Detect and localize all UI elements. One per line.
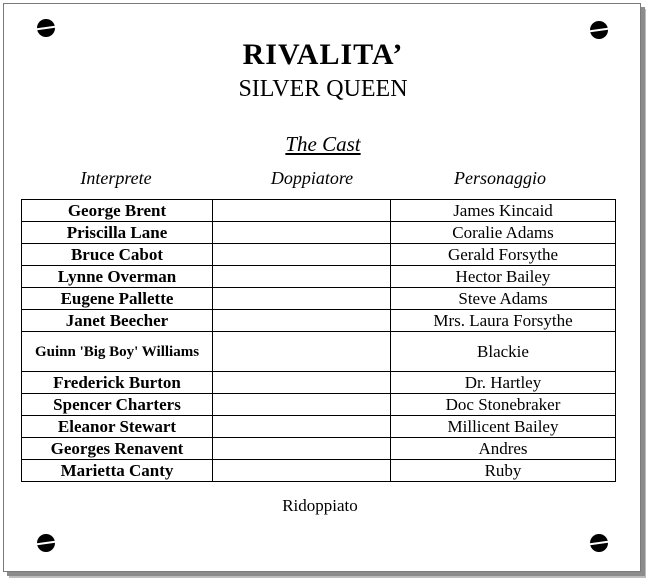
dubber-cell	[213, 200, 391, 222]
actor-cell: George Brent	[22, 200, 213, 222]
actor-cell: Eleanor Stewart	[22, 416, 213, 438]
cast-heading-text: The Cast	[285, 132, 361, 156]
page-subtitle: SILVER QUEEN	[238, 76, 408, 102]
actor-cell: Guinn 'Big Boy' Williams	[22, 332, 213, 372]
table-row	[22, 200, 616, 222]
dubber-cell	[213, 460, 391, 482]
character-cell: Dr. Hartley	[391, 372, 616, 394]
character-cell: Gerald Forsythe	[391, 244, 616, 266]
table-row	[22, 394, 616, 416]
character-cell: Millicent Bailey	[391, 416, 616, 438]
cast-table	[21, 199, 616, 482]
character-cell: Steve Adams	[391, 288, 616, 310]
dubber-cell	[213, 244, 391, 266]
character-cell: Hector Bailey	[391, 266, 616, 288]
character-cell: Doc Stonebraker	[391, 394, 616, 416]
screw-icon-top-right	[590, 21, 608, 39]
dubber-cell	[213, 394, 391, 416]
table-row	[22, 288, 616, 310]
dubber-cell	[213, 438, 391, 460]
dubber-cell	[213, 222, 391, 244]
actor-cell: Priscilla Lane	[22, 222, 213, 244]
actor-cell: Eugene Pallette	[22, 288, 213, 310]
actor-cell: Spencer Charters	[22, 394, 213, 416]
footer-note: Ridoppiato	[282, 496, 358, 515]
table-row	[22, 244, 616, 266]
table-row	[22, 222, 616, 244]
table-row	[22, 438, 616, 460]
dubber-cell	[213, 266, 391, 288]
actor-cell: Lynne Overman	[22, 266, 213, 288]
table-row	[22, 416, 616, 438]
screw-icon-top-left	[37, 19, 55, 37]
screw-icon-bottom-left	[37, 534, 55, 552]
dubber-cell	[213, 372, 391, 394]
table-row	[22, 266, 616, 288]
character-cell: Andres	[391, 438, 616, 460]
page-title: RIVALITA’	[242, 38, 404, 71]
dubber-cell	[213, 416, 391, 438]
character-cell: Mrs. Laura Forsythe	[391, 310, 616, 332]
column-header-character: Personaggio	[454, 168, 546, 188]
character-cell: Blackie	[391, 332, 616, 372]
table-row	[22, 460, 616, 482]
actor-cell: Bruce Cabot	[22, 244, 213, 266]
character-cell: Ruby	[391, 460, 616, 482]
character-cell: Coralie Adams	[391, 222, 616, 244]
actor-cell: Marietta Canty	[22, 460, 213, 482]
actor-cell: Janet Beecher	[22, 310, 213, 332]
dubber-cell	[213, 310, 391, 332]
column-header-dubber: Doppiatore	[270, 168, 354, 188]
table-row	[22, 310, 616, 332]
cast-heading	[0, 132, 646, 157]
dubber-cell	[213, 332, 391, 372]
actor-cell: Frederick Burton	[22, 372, 213, 394]
table-row	[22, 372, 616, 394]
actor-cell: Georges Renavent	[22, 438, 213, 460]
table-row	[22, 332, 616, 372]
column-header-actor: Interprete	[80, 168, 152, 188]
screw-icon-bottom-right	[590, 534, 608, 552]
dubber-cell	[213, 288, 391, 310]
character-cell: James Kincaid	[391, 200, 616, 222]
